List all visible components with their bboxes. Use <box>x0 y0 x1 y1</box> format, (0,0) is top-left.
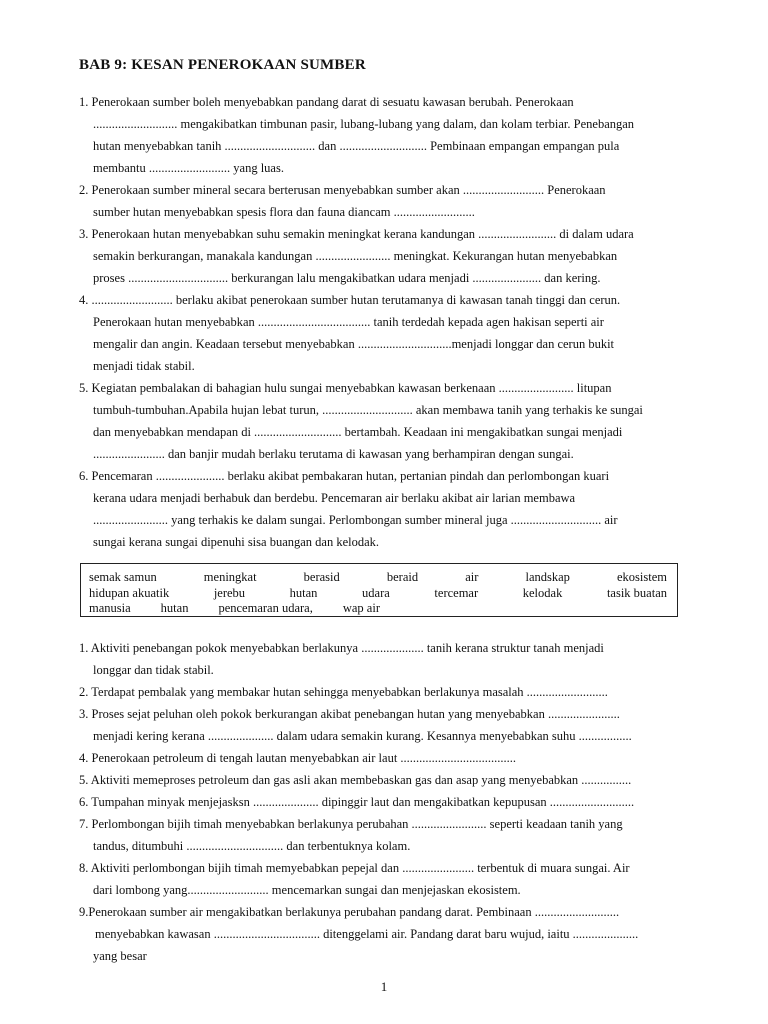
word-bank-item: kelodak <box>522 586 563 600</box>
word-bank-row <box>89 586 667 602</box>
item-3-line-2: menjadi kering kerana ..................... dalam udara semakin kurang. Kesannya menyebabkan suhu ................. <box>93 729 632 743</box>
word-bank-item: air <box>465 570 479 584</box>
word-bank-box <box>80 563 678 617</box>
word-bank-item: manusia <box>89 601 131 615</box>
question-1-line-4: membantu .......................... yang luas. <box>93 161 284 175</box>
question-3-line-3: proses ................................ berkurangan lalu mengakibatkan udara menjadi ...................... dan kering. <box>93 271 601 285</box>
item-5-line-1: 5. Aktiviti memeproses petroleum dan gas asli akan membebaskan gas dan asap yang menyebabkan ................ <box>79 773 632 787</box>
word-bank-item: beraid <box>386 570 419 584</box>
question-1-line-1: 1. Penerokaan sumber boleh menyebabkan pandang darat di sesuatu kawasan berubah. Penerokaan <box>79 95 574 109</box>
item-7-line-2: tandus, ditumbuhi ............................... dan terbentuknya kolam. <box>93 839 411 853</box>
word-bank-item: ekosistem <box>617 570 667 584</box>
question-2-line-1: 2. Penerokaan sumber mineral secara berterusan menyebabkan sumber akan .......................... Penerokaan <box>79 183 606 197</box>
word-bank-item: meningkat <box>203 570 257 584</box>
question-6-line-1: 6. Pencemaran ...................... berlaku akibat pembakaran hutan, pertanian pindah dan perlombongan kuari <box>79 469 610 483</box>
word-bank-item: jerebu <box>213 586 246 600</box>
item-9-line-3: yang besar <box>93 949 147 963</box>
word-bank-item: udara <box>362 586 390 600</box>
question-4-line-1: 4. .......................... berlaku akibat penerokaan sumber hutan terutamanya di kawasan tanah tinggi dan cerun. <box>79 293 621 307</box>
word-bank-item: hidupan akuatik <box>89 586 170 600</box>
item-8-line-1: 8. Aktiviti perlombongan bijih timah memyebabkan pepejal dan ....................... terbentuk di muara sungai. Air <box>79 861 630 875</box>
question-4-line-4: menjadi tidak stabil. <box>93 359 195 373</box>
word-bank-row <box>89 570 667 586</box>
question-4-line-3: mengalir dan angin. Keadaan tersebut menyebabkan ..............................menjadi longgar dan cerun bukit <box>93 337 615 351</box>
question-3-line-1: 3. Penerokaan hutan menyebabkan suhu semakin meningkat kerana kandungan ......................... di dalam udara <box>79 227 634 241</box>
item-3-line-1: 3. Proses sejat peluhan oleh pokok berkurangan akibat penebangan hutan yang menyebabkan ....................... <box>79 707 620 721</box>
item-8-line-2: dari lombong yang.......................... mencemarkan sungai dan menjejaskan ekosistem. <box>93 883 521 897</box>
part-a-questions <box>79 91 704 553</box>
item-9-line-2: menyebabkan kawasan .................................. ditenggelami air. Pandang darat baru wujud, iaitu ..................... <box>95 927 639 941</box>
word-bank-item: hutan <box>160 601 189 615</box>
item-4-line-1: 4. Penerokaan petroleum di tengah lautan menyebabkan air laut ..................................... <box>79 751 517 765</box>
question-4-line-2: Penerokaan hutan menyebabkan .................................... tanih terdedah kepada agen hakisan seperti air <box>93 315 604 329</box>
word-bank-item: pencemaran udara, <box>218 601 313 615</box>
question-5-line-2: tumbuh-tumbuhan.Apabila hujan lebat turun, ............................. akan membawa tanih yang terhakis ke sungai <box>93 403 643 417</box>
item-1-line-1: 1. Aktiviti penebangan pokok menyebabkan berlakunya .................... tanih kerana struktur tanah menjadi <box>79 641 604 655</box>
question-6-line-2: kerana udara menjadi berhabuk dan berdebu. Pencemaran air berlaku akibat air larian membawa <box>93 491 576 505</box>
word-bank-item: tasik buatan <box>606 586 667 600</box>
question-2-line-2: sumber hutan menyebabkan spesis flora dan fauna diancam .......................... <box>93 205 475 219</box>
question-3-line-2: semakin berkurangan, manakala kandungan ........................ meningkat. Kekurangan hutan menyebabkan <box>93 249 618 263</box>
word-bank-row <box>89 601 667 617</box>
item-7-line-1: 7. Perlombongan bijih timah menyebabkan berlakunya perubahan ........................ seperti keadaan tanih yang <box>79 817 623 831</box>
word-bank-item: tercemar <box>434 586 479 600</box>
word-bank-item: wap air <box>342 601 380 615</box>
page-title: BAB 9: KESAN PENEROKAAN SUMBER <box>79 57 366 73</box>
page-number: 1 <box>380 979 388 994</box>
question-5-line-1: 5. Kegiatan pembalakan di bahagian hulu sungai menyebabkan kawasan berkenaan ........................ litupan <box>79 381 612 395</box>
item-1-line-2: longgar dan tidak stabil. <box>93 663 214 677</box>
question-6-line-3: ........................ yang terhakis ke dalam sungai. Perlombongan sumber mineral juga ............................. air <box>93 513 618 527</box>
part-b-questions <box>79 637 704 967</box>
question-1-line-2: ........................... mengakibatkan timbunan pasir, lubang-lubang yang dalam, dan kolam terbiar. Penebangan <box>93 117 635 131</box>
question-5-line-4: ....................... dan banjir mudah berlaku terutama di kawasan yang berhampiran dengan sungai. <box>93 447 574 461</box>
word-bank-item: berasid <box>303 570 340 584</box>
word-bank-item: landskap <box>525 570 570 584</box>
item-9-line-1: 9.Penerokaan sumber air mengakibatkan berlakunya perubahan pandang darat. Pembinaan ........................... <box>79 905 620 919</box>
word-bank-item: semak samun <box>89 570 157 584</box>
question-5-line-3: dan menyebabkan mendapan di ............................ bertambah. Keadaan ini mengakibatkan sungai menjadi <box>93 425 623 439</box>
word-bank-item: hutan <box>289 586 318 600</box>
question-6-line-4: sungai kerana sungai dipenuhi sisa buangan dan kelodak. <box>93 535 380 549</box>
item-6-line-1: 6. Tumpahan minyak menjejasksn ..................... dipinggir laut dan mengakibatkan kepupusan ........................... <box>79 795 635 809</box>
question-1-line-3: hutan menyebabkan tanih ............................. dan ............................ Pembinaan empangan empangan pula <box>93 139 620 153</box>
item-2-line-1: 2. Terdapat pembalak yang membakar hutan sehingga menyebabkan berlakunya masalah .......................... <box>79 685 608 699</box>
